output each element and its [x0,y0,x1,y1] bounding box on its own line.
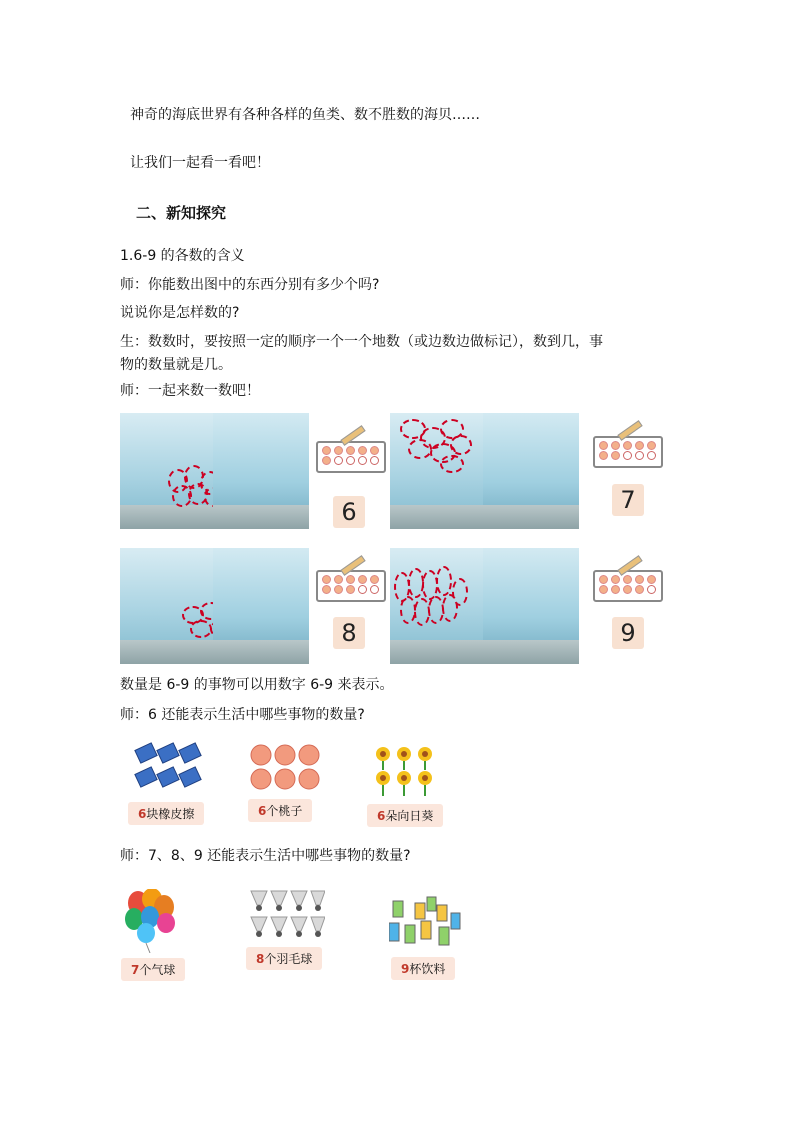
counter-tray [593,570,663,602]
section-heading: 二、新知探究 [136,204,227,222]
balloon-icon [124,889,178,953]
number-card: 9 [612,617,644,649]
counter-dot-empty [635,451,644,460]
counter-dot-empty [346,456,355,465]
counter-dot-filled [322,456,331,465]
counter-dot-empty [358,456,367,465]
sea-scene-right [213,413,309,529]
number-card: 7 [612,484,644,516]
drink-label: 9杯饮料 [391,957,455,980]
drink-cup-icon [389,893,461,951]
summary-text: 数量是 6-9 的事物可以用数字 6-9 来表示。 [120,677,394,693]
question-six: 师：6 还能表示生活中哪些事物的数量? [120,707,365,723]
counter-dot-filled [334,575,343,584]
counter-dot-filled [599,451,608,460]
answer-line-2: 物的数量就是几。 [120,357,232,373]
answer-line-1: 生：数数时，要按照一定的顺序一个一个地数（或边数边做标记），数到几，事 [120,334,603,350]
counter-dot-empty [647,451,656,460]
counter-dot-filled [322,585,331,594]
sea-scene-right [483,413,579,529]
eraser-icon [133,742,203,796]
counter-dot-filled [346,446,355,455]
counter-dot-filled [370,446,379,455]
counter-dot-empty [334,456,343,465]
counter-dot-filled [334,585,343,594]
counter-dot-filled [623,441,632,450]
intro-line-2: 让我们一起看一看吧！ [130,155,270,171]
counter-dot-empty [370,585,379,594]
counter-dot-filled [623,575,632,584]
counter-dot-filled [599,441,608,450]
counter-dot-empty [623,451,632,460]
sunflower-label: 6朵向日葵 [367,804,443,827]
balloon-label: 7个气球 [121,958,185,981]
lesson-subtitle: 1.6-9 的各数的含义 [120,248,245,264]
counter-dot-filled [322,575,331,584]
counter-dot-filled [599,575,608,584]
counter-dot-filled [647,441,656,450]
counter-dot-filled [611,441,620,450]
counter-dot-filled [358,575,367,584]
counter-dot-filled [611,575,620,584]
counter-dot-filled [611,585,620,594]
counter-dot-filled [346,575,355,584]
counter-dot-empty [358,585,367,594]
number-card: 6 [333,496,365,528]
shuttlecock-label: 8个羽毛球 [246,947,322,970]
number-card: 8 [333,617,365,649]
counter-tray [316,570,386,602]
counter-dot-filled [346,585,355,594]
counter-dot-empty [647,585,656,594]
question-3: 师：一起来数一数吧！ [120,383,260,399]
question-2: 说说你是怎样数的? [120,305,240,321]
sea-scene-right [213,548,309,664]
shuttlecock-icon [249,889,325,941]
sunflower-icon [375,746,433,798]
counter-dot-filled [635,575,644,584]
peach-icon [249,743,321,793]
counter-tray [593,436,663,468]
counter-dot-filled [611,451,620,460]
counter-dot-filled [623,585,632,594]
counter-dot-filled [370,575,379,584]
intro-line-1: 神奇的海底世界有各种各样的鱼类、数不胜数的海贝…… [130,107,480,123]
sea-scene-right [483,548,579,664]
question-1: 师：你能数出图中的东西分别有多少个吗? [120,277,380,293]
eraser-label: 6块橡皮擦 [128,802,204,825]
counter-dot-filled [635,441,644,450]
counter-dot-filled [647,575,656,584]
counter-dot-filled [334,446,343,455]
counter-dot-empty [370,456,379,465]
counter-dot-filled [358,446,367,455]
counter-tray [316,441,386,473]
counter-dot-filled [635,585,644,594]
counter-dot-filled [599,585,608,594]
peach-label: 6个桃子 [248,799,312,822]
question-789: 师：7、8、9 还能表示生活中哪些事物的数量? [120,848,411,864]
counter-dot-filled [322,446,331,455]
